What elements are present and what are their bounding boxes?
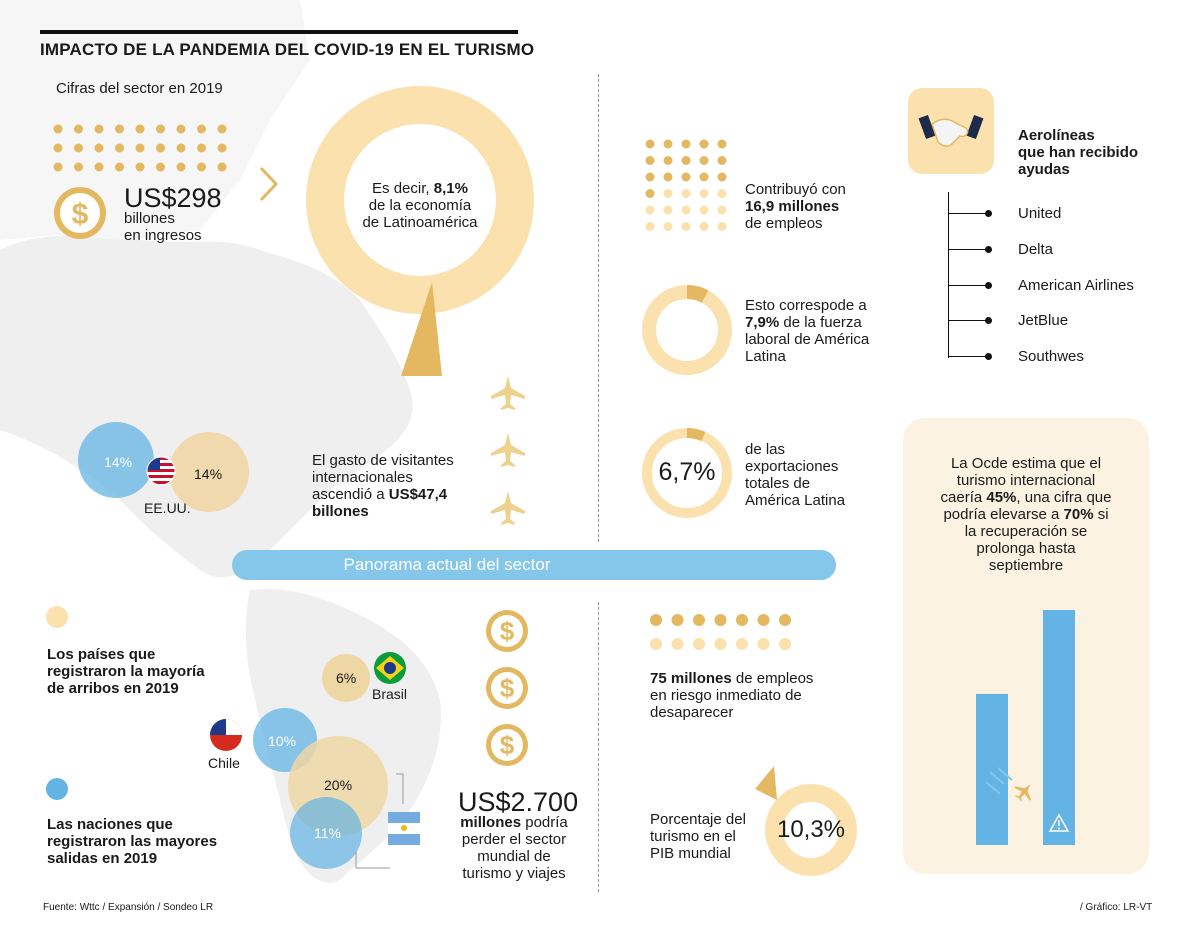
dot [156,125,165,134]
chevron-right-icon [258,165,280,203]
airline-connector [948,356,988,357]
dot [664,206,673,215]
dot [718,140,727,149]
dot [718,222,727,231]
dot [136,163,145,172]
dot [700,189,709,198]
visitor-spend-text: El gasto de visitantes internacionales ascendió a US$47,4 billones [312,452,454,520]
ring-slice [687,433,703,436]
legend-arrivals-swatch [46,606,68,628]
dot [74,144,83,153]
dot [682,189,691,198]
gdp-share-slice [755,766,777,800]
dot-grid-revenue [50,122,230,172]
ocde-bars-chart [960,610,1100,850]
airline-item: United [1018,205,1062,222]
dot [177,163,186,172]
gdp-share-pct: 10,3% [776,816,846,843]
usa-flag-icon [146,456,176,486]
dot [95,163,104,172]
airline-connector [948,285,988,286]
gdp-ring-label: Es decir, 8,1% de la economía de Latinoamérica [362,180,478,231]
exports-pct: 6,7% [658,458,716,486]
airline-bullet [985,246,992,253]
dot [682,173,691,182]
dot [682,140,691,149]
footer-credit: / Gráfico: LR-VT [1080,902,1153,913]
jobs-risk-text: 75 millones de empleos en riesgo inmediato de desaparecer [650,670,814,721]
gdp-ring-chart [306,86,534,376]
dot [693,614,705,626]
dot [664,156,673,165]
airline-bullet [985,282,992,289]
revenue-desc: en ingresos [124,227,202,244]
dot [682,222,691,231]
dot [115,163,124,172]
airline-connector [948,249,988,250]
dollar-coins-icon [484,608,530,768]
airline-item: Delta [1018,240,1054,258]
dot [115,125,124,134]
loss-amount: US$2.700 [458,787,579,817]
workforce-ring-chart [640,283,734,377]
ocde-bar [1043,610,1075,845]
dot [715,638,727,650]
dot [700,140,709,149]
dot [779,638,791,650]
dot [700,156,709,165]
ocde-bar [976,694,1008,845]
dot [646,173,655,182]
dollar-coin-icon [52,185,108,241]
section-banner: Panorama actual del sector [232,550,836,580]
dot [177,125,186,134]
workforce-text: Esto correspode a 7,9% de la fuerza laboral de América Latina [745,297,870,365]
dot [54,125,63,134]
dot [682,156,691,165]
legend-departures-swatch [46,778,68,800]
revenue-unit: billones [124,210,175,227]
dot [664,222,673,231]
dot [718,156,727,165]
dot-grid-employment [642,137,732,233]
dot [54,163,63,172]
dot [95,144,104,153]
loss-text: millones podría perder el sector mundial de turismo y viajes [460,814,568,882]
footer-source: Fuente: Wttc / Expansión / Sondeo LR [43,902,214,913]
dot [700,173,709,182]
chile-pct: 10% [268,733,297,749]
svg-text:$: $ [499,673,515,703]
argentina-arrivals-pct: 20% [324,777,353,793]
employment-text: Contribuyó con 16,9 millones de empleos [745,181,846,232]
ring-slice [687,292,705,297]
dot [136,144,145,153]
usa-label: EE.UU. [144,500,191,516]
dot [646,156,655,165]
dot [156,163,165,172]
ocde-text: La Ocde estima que el turismo internacional caería 45%, una cifra que podría elevarse a 70% si la recuperación se prolonga hasta septiembre [940,455,1112,574]
dot [736,614,748,626]
argentina-departures-pct: 11% [314,825,341,841]
dot [664,189,673,198]
dot [646,140,655,149]
dot [672,638,684,650]
dot [779,614,791,626]
airline-item: American Airlines [1018,276,1134,294]
dot [700,222,709,231]
airline-item: Southwes [1018,348,1084,366]
svg-text:$: $ [71,198,89,231]
dot [197,144,206,153]
divider-top [598,74,599,542]
airlines-timeline [948,192,949,358]
airline-connector [948,213,988,214]
dot [115,144,124,153]
dot [700,206,709,215]
dot [672,614,684,626]
brazil-pct: 6% [336,670,357,686]
usa-departures-pct: 14% [104,454,133,470]
dot [715,614,727,626]
dot [650,638,662,650]
chile-label: Chile [208,755,240,771]
dot [758,614,770,626]
dot [197,163,206,172]
svg-text:$: $ [499,616,515,646]
dot [74,125,83,134]
exports-text: de las exportaciones totales de América Latina [745,441,846,509]
dot [218,144,227,153]
dot [95,125,104,134]
gdp-share-text: Porcentaje del turismo en el PIB mundial [650,811,746,862]
ring-track [649,292,725,368]
dot [682,206,691,215]
dot [74,163,83,172]
dot [646,206,655,215]
dot [650,614,662,626]
dot [693,638,705,650]
usa-arrivals-pct: 14% [194,466,223,482]
dot [136,125,145,134]
legend-departures-text: Las naciones que registraron las mayores salidas en 2019 [47,816,218,867]
airline-item: JetBlue [1018,312,1069,330]
dot [646,189,655,198]
airplane-icons [488,374,528,534]
dot [664,140,673,149]
dot [197,125,206,134]
page-title: IMPACTO DE LA PANDEMIA DEL COVID-19 EN EL TURISMO [40,40,535,59]
dot [758,638,770,650]
dot [218,163,227,172]
dot [718,189,727,198]
dot [54,144,63,153]
dot-grid-jobs-risk [648,612,798,656]
dot [718,173,727,182]
title-rule [40,30,518,34]
dot [218,125,227,134]
dot [156,144,165,153]
handshake-tile [908,88,994,174]
dot [718,206,727,215]
section-subtitle: Cifras del sector en 2019 [56,80,223,97]
airline-connector [948,320,988,321]
revenue-amount: US$298 [124,183,222,213]
handshake-icon [908,88,994,174]
legend-arrivals-text: Los países que registraron la mayoría de arribos en 2019 [47,646,205,697]
dot [736,638,748,650]
airlines-title: Aerolíneas que han recibido ayudas [1018,127,1139,178]
dot [646,222,655,231]
svg-text:$: $ [499,730,515,760]
dot [664,173,673,182]
airline-bullet [985,210,992,217]
brazil-label: Brasil [372,686,408,702]
divider-bottom [598,602,599,892]
dot [177,144,186,153]
